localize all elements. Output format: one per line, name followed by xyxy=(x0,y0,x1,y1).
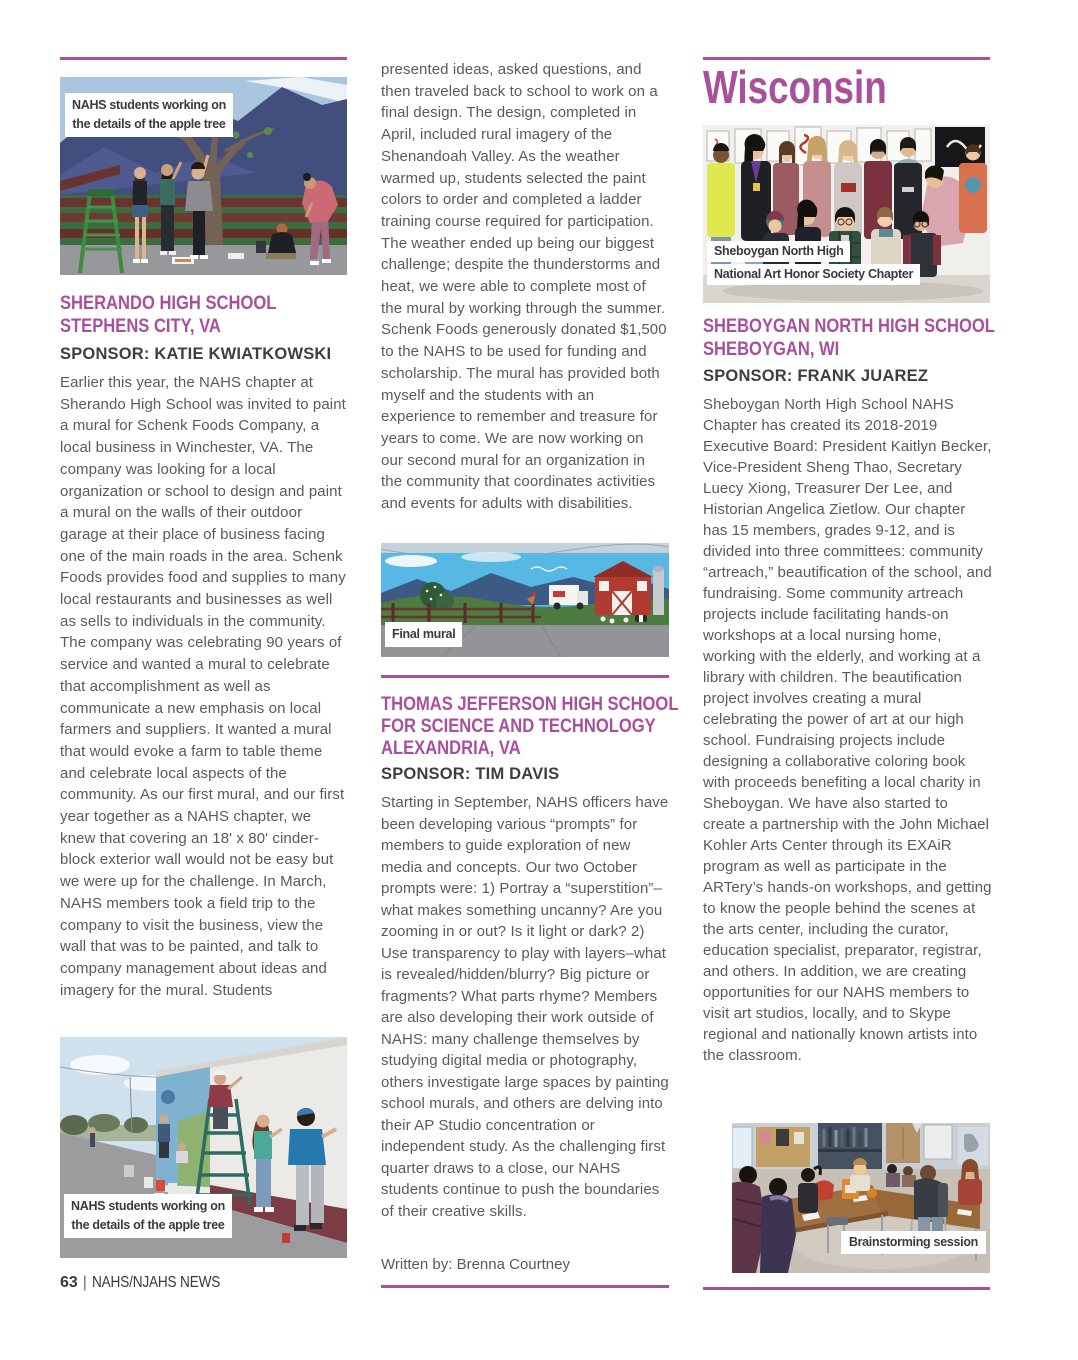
photo-caption xyxy=(385,622,462,647)
jefferson-sponsor: SPONSOR: TIM DAVIS xyxy=(381,765,560,783)
page-footer xyxy=(60,1274,243,1292)
photo-caption xyxy=(707,264,920,285)
photo-caption xyxy=(64,1194,232,1238)
photo-sheboygan-group xyxy=(703,125,990,303)
caption-line: the details of the apple tree xyxy=(72,117,226,131)
caption-line: Final mural xyxy=(392,627,456,641)
sheboygan-sponsor: SPONSOR: FRANK JUAREZ xyxy=(703,367,929,385)
bottom-rule-mid xyxy=(381,1285,669,1288)
sheboygan-heading xyxy=(703,315,1046,361)
state-heading-text: Wisconsin xyxy=(703,61,887,113)
sherando-continuation: presented ideas, asked questions, and then traveled back to school to work on a final design. The design, completed in April, included rural imagery of the Shenandoah Valley. As the weather warmed up, students selected the paint colors to order and completed a ladder training course required for participation. The weather ended up being our biggest challenge; despite the thunderstorms and heat, we were able to complete most of the mural by working through the summer. Schenk Foods generously donated $1,500 to the NAHS to be used for funding and scholarship. The mural has provided both myself and the students with an experience to remember and treasure for years to come. We are now working on our second mural for an organization in the community that coordinates activities and events for adults with disabilities. xyxy=(381,61,667,513)
right-column xyxy=(703,0,995,1360)
photo-brainstorming-session xyxy=(732,1123,990,1273)
jefferson-heading xyxy=(381,693,731,759)
photo-caption xyxy=(65,93,233,137)
sherando-body: Earlier this year, the NAHS chapter at Sherando High School was invited to paint a mural for Schenk Foods Company, a local business in Winchester, VA. The company was looking for a local organization or school to design and paint a mural on the walls of their outdoor garage at their place of business facing one of the main roads in the area. Schenk Foods provides food and supplies to many local restaurants and businesses as well as sells to individuals in the community. The company was celebrating 90 years of service and wanted a mural to celebrate that accomplishment as well as communicate a new emphasis on local farmers and suppliers. It wanted a mural that would evoke a farm to table theme and celebrate local aspects of the community. As our first mural, and our first year together as a NAHS chapter, we knew that covering an 18' x 80' cinder-block exterior wall would not be easy but we were up for the challenge. In March, NAHS members took a field trip to the company to visit the business, view the wall that was to be painted, and talk to company management about ideas and imagery for the mural. Students xyxy=(60,374,346,999)
top-rule-right xyxy=(703,57,990,60)
heading-line: THOMAS JEFFERSON HIGH SCHOOL xyxy=(381,693,679,715)
photo-apple-tree-mural-top xyxy=(60,77,347,275)
photo-caption xyxy=(841,1231,986,1254)
left-column xyxy=(60,0,347,1360)
caption-line: the details of the apple tree xyxy=(71,1218,225,1232)
sherando-heading xyxy=(60,292,315,338)
caption-line: National Art Honor Society Chapter xyxy=(714,267,914,281)
publication-title: NAHS/NJAHS NEWS xyxy=(91,1274,221,1291)
top-rule-left xyxy=(60,57,347,60)
caption-line: Brainstorming session xyxy=(848,1235,978,1249)
photo-final-mural xyxy=(381,543,669,657)
heading-line: SHEBOYGAN NORTH HIGH SCHOOL xyxy=(703,315,995,337)
jefferson-byline: Written by: Brenna Courtney xyxy=(381,1256,570,1273)
photo-caption xyxy=(707,241,850,262)
caption-line: Sheboygan North High xyxy=(714,244,844,258)
heading-line: FOR SCIENCE AND TECHNOLOGY xyxy=(381,715,656,737)
section-rule xyxy=(381,675,669,678)
middle-column xyxy=(381,0,679,1360)
heading-line: SHEBOYGAN, WI xyxy=(703,338,840,360)
caption-line: NAHS students working on xyxy=(71,1199,225,1213)
sheboygan-body: Sheboygan North High School NAHS Chapter has created its 2018-2019 Executive Board: President Kaitlyn Becker, Vice-President Sheng Thao, Secretary Luecy Xiong, Treasurer Der Lee, and Historian Angelica Zietlow. Our chapter has 15 members, grades 9-12, and is divided into three committees: community “artreach,” beautification of the school, and fundraising. Some community artreach projects include facilitating hands-on workshops at a local nursing home, working with the elderly, and working at a library with children. The beautification project involves creating a mural celebrating the power of art at our high school. Fundraising projects include designing a collaborative coloring book with proceeds benefiting a local charity in Sheboygan. We have also started to create a partnership with the John Michael Kohler Arts Center through its EXAiR program as well as participate in the ARTery’s hands-on workshops, and getting to know the people behind the scenes at the arts center, including the curator, education specialist, preparator, registrar, and others. In addition, we are creating opportunities for our NAHS members to visit art studios, locally, and to Skype regional and nationally known artists into the classroom. xyxy=(703,396,992,1064)
jefferson-body: Starting in September, NAHS officers have been developing various “prompts” for members to guide exploration of new media and concepts. Our two October prompts were: 1) Portray a “superstition”–what makes something uncanny? Are you zooming in or out? Is it light or dark? 2) Use transparency to play with layers–what is revealed/hidden/blurry? Big picture or fragments? What parts rhyme? Members are also developing their work outside of NAHS: many challenge themselves by studying digital media or photography, others investigate large spaces by painting school murals, and others are delving into their AP Studio concentration or independent study. As the challenging first quarter draws to a close, our NAHS students continue to push the boundaries of their creative skills. xyxy=(381,794,669,1220)
state-heading xyxy=(703,61,933,113)
footer-divider: | xyxy=(82,1274,87,1291)
heading-line: STEPHENS CITY, VA xyxy=(60,315,221,337)
heading-line: SHERANDO HIGH SCHOOL xyxy=(60,292,277,314)
page-number: 63 xyxy=(60,1274,78,1291)
sherando-sponsor: SPONSOR: KATIE KWIATKOWSKI xyxy=(60,345,332,363)
bottom-rule-right xyxy=(703,1287,990,1290)
caption-line: NAHS students working on xyxy=(72,98,226,112)
photo-apple-tree-mural-bottom xyxy=(60,1037,347,1258)
heading-line: ALEXANDRIA, VA xyxy=(381,737,521,759)
